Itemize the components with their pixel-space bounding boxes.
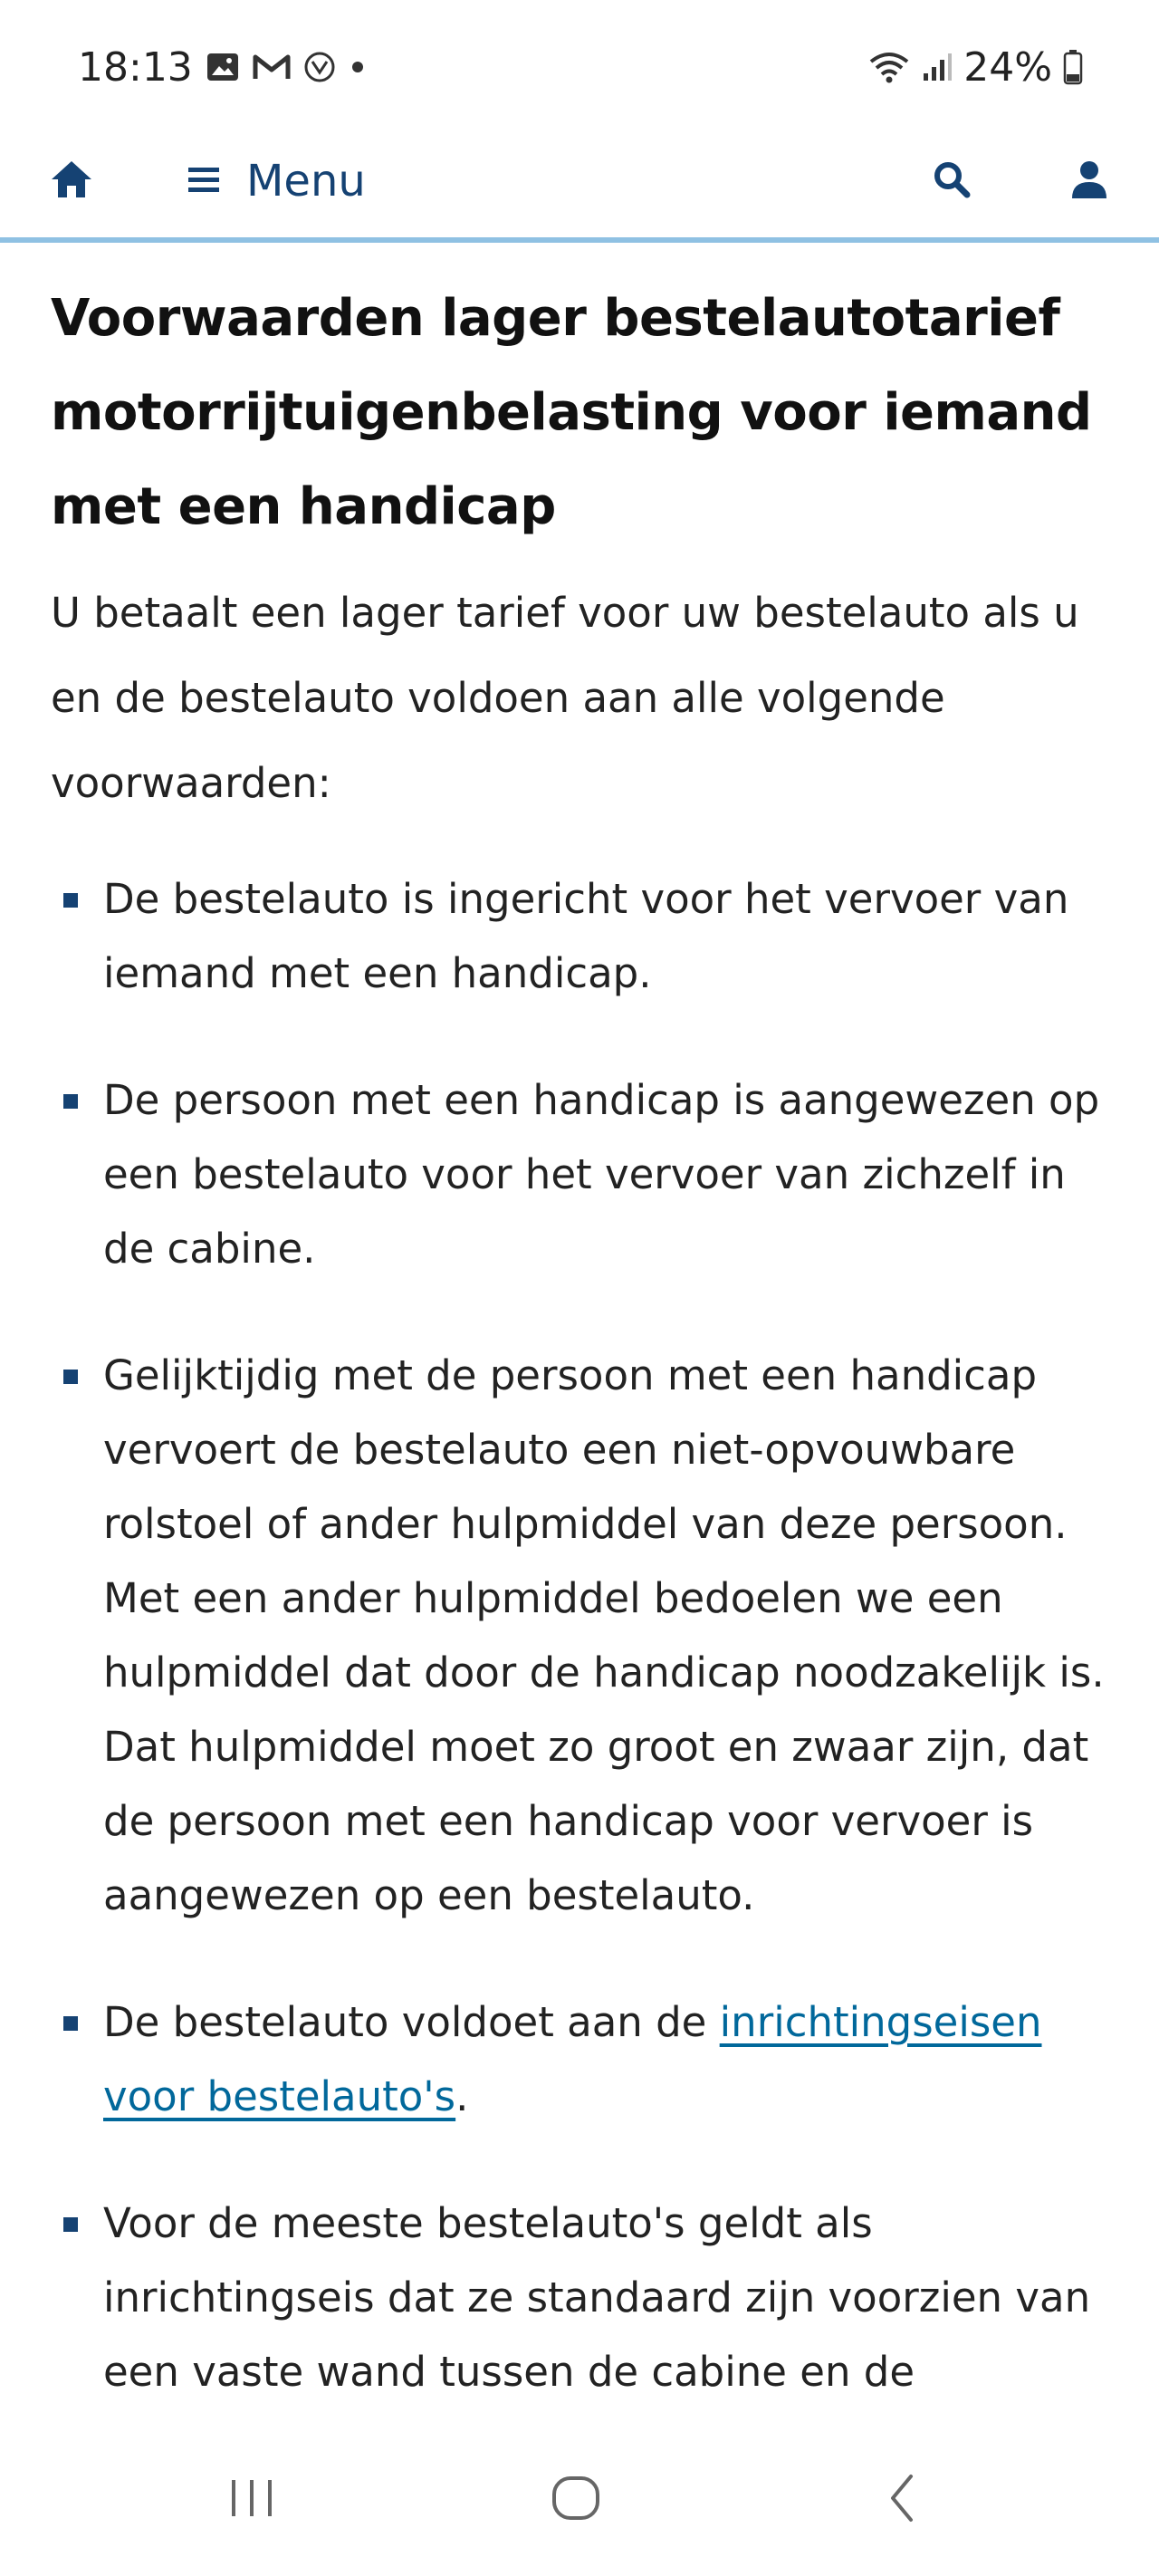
battery-percentage: 24% [963,43,1052,91]
bullet-marker [63,2217,78,2232]
recent-apps-icon [225,2475,279,2525]
list-item [51,2187,1119,2409]
status-left [78,40,367,94]
list-item [51,1063,1119,1286]
search-icon [932,159,972,203]
vpn-icon [303,51,336,83]
bullet-marker [63,893,78,908]
back-button[interactable] [866,2464,938,2536]
gallery-icon [206,52,240,82]
home-circle-icon [549,2471,603,2529]
bullet-marker [63,2016,78,2031]
list-item-text: De persoon met een handicap is aangewezen op een bestelauto voor het vervoer van zichzelf in de cabine. [103,1076,1100,1273]
list-item [51,862,1119,1011]
back-icon [884,2471,920,2529]
recent-apps-button[interactable] [216,2464,288,2536]
list-item-text: Voor de meeste bestelauto's geldt als inrichtingseis dat ze standaard zijn voorzien van een vaste wand tussen de cabine en de [103,2199,1091,2396]
home-button[interactable] [40,145,103,217]
menu-label: Menu [246,156,366,207]
page-title: Voorwaarden lager bestelautotarief motorrijtuigenbelasting voor iemand met een handicap [51,289,1092,536]
bullet-marker [63,1370,78,1384]
user-icon [1069,159,1109,204]
status-right [867,40,1083,94]
system-home-button[interactable] [540,2464,612,2536]
inrichtingseisen-link[interactable]: inrichtingseisen voor bestelauto's [103,1998,1042,2120]
site-header [0,127,1159,243]
list-item-text-before: De bestelauto voldoet aan de [103,1998,720,2046]
list-item [51,1339,1119,1933]
list-item-text-after: . [455,2072,469,2120]
status-bar [0,0,1159,127]
intro-text: U betaalt een lager tarief voor uw bestelauto als u en de bestelauto voldoen aan alle volgende voorwaarden: [51,589,1079,807]
signal-icon [922,52,953,82]
list-item-text: De bestelauto is ingericht voor het vervoer van iemand met een handicap. [103,875,1069,997]
search-button[interactable] [920,145,983,217]
account-button[interactable] [1058,145,1121,217]
home-icon [49,159,94,204]
menu-button[interactable] [187,145,366,217]
clock: 18:13 [78,43,193,91]
main-content [51,272,1119,2462]
notification-dot-icon [349,58,367,76]
system-navigation-bar [0,2427,1159,2576]
conditions-list [51,862,1119,2409]
list-item-text: Gelijktijdig met de persoon met een handicap vervoert de bestelauto een niet-opvouwbare rolstoel of ander hulpmiddel van deze persoon. Met een ander hulpmiddel bedoelen we een hulpmiddel dat door de handicap noodzakelijk is. Dat hulpmiddel moet zo groot en zwaar zijn, dat de persoon met een handicap voor vervoer is aangewezen op een bestelauto. [103,1351,1105,1919]
bullet-marker [63,1094,78,1109]
wifi-icon [867,49,911,85]
battery-icon [1063,49,1083,85]
list-item [51,1985,1119,2134]
gmail-icon [253,53,291,82]
hamburger-icon [187,165,221,197]
